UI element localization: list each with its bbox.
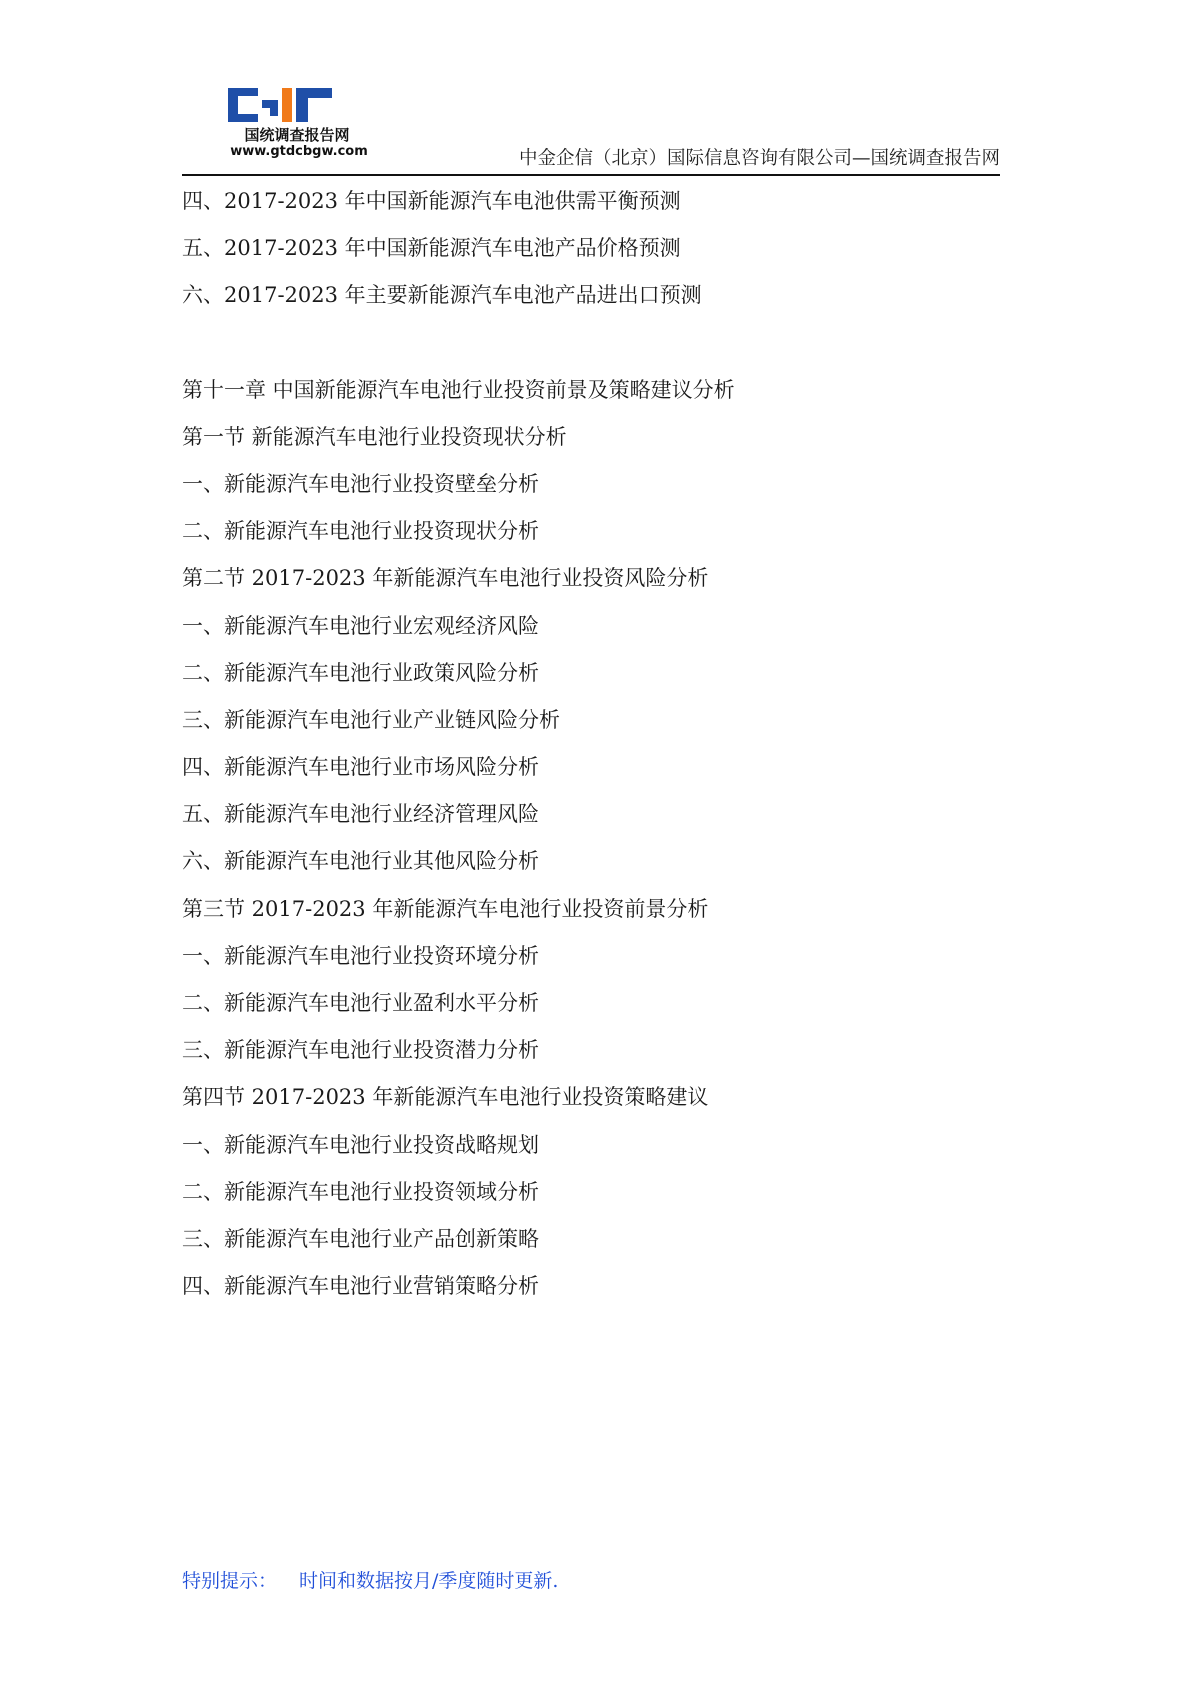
toc-item: 二、新能源汽车电池行业投资领域分析 <box>182 1179 539 1204</box>
toc-item: 一、新能源汽车电池行业投资战略规划 <box>182 1132 539 1157</box>
logo-chinese-name: 国统调查报告网 <box>244 126 350 144</box>
footer-notice <box>182 1566 558 1593</box>
toc-section-heading: 第一节 新能源汽车电池行业投资现状分析 <box>182 424 567 449</box>
footer-note: 时间和数据按月/季度随时更新. <box>299 1570 559 1592</box>
toc-item: 四、2017-2023 年中国新能源汽车电池供需平衡预测 <box>182 189 681 213</box>
toc-item: 二、新能源汽车电池行业盈利水平分析 <box>182 991 539 1015</box>
toc-item: 一、新能源汽车电池行业投资环境分析 <box>182 943 539 968</box>
toc-section-heading: 第三节 2017-2023 年新能源汽车电池行业投资前景分析 <box>182 896 709 921</box>
toc-item: 五、新能源汽车电池行业经济管理风险 <box>182 802 539 827</box>
page-header <box>182 82 1000 176</box>
table-of-contents <box>182 183 1002 1315</box>
toc-item: 一、新能源汽车电池行业宏观经济风险 <box>182 613 539 638</box>
toc-section-heading: 第二节 2017-2023 年新能源汽车电池行业投资风险分析 <box>182 566 709 591</box>
toc-chapter-heading: 第十一章 中国新能源汽车电池行业投资前景及策略建议分析 <box>182 377 735 402</box>
toc-item: 六、新能源汽车电池行业其他风险分析 <box>182 849 539 874</box>
toc-section-heading: 第四节 2017-2023 年新能源汽车电池行业投资策略建议 <box>182 1085 709 1110</box>
gir-logo-mark-icon <box>226 86 338 124</box>
company-name: 中金企信（北京）国际信息咨询有限公司—国统调查报告网 <box>518 148 1000 169</box>
toc-item: 三、新能源汽车电池行业投资潜力分析 <box>182 1038 539 1063</box>
toc-item: 四、新能源汽车电池行业市场风险分析 <box>182 755 539 780</box>
toc-item: 二、新能源汽车电池行业政策风险分析 <box>182 660 539 685</box>
toc-item: 五、2017-2023 年中国新能源汽车电池产品价格预测 <box>182 236 681 261</box>
footer-label: 特别提示： <box>182 1570 278 1592</box>
toc-item: 一、新能源汽车电池行业投资壁垒分析 <box>182 471 539 496</box>
gir-logo <box>222 82 382 162</box>
logo-website-url: www.gtdcbgw.com <box>230 144 368 159</box>
toc-item: 六、2017-2023 年主要新能源汽车电池产品进出口预测 <box>182 283 702 308</box>
toc-item: 三、新能源汽车电池行业产品创新策略 <box>182 1226 539 1251</box>
toc-item: 三、新能源汽车电池行业产业链风险分析 <box>182 707 560 732</box>
toc-item: 二、新能源汽车电池行业投资现状分析 <box>182 519 539 544</box>
toc-item: 四、新能源汽车电池行业营销策略分析 <box>182 1274 539 1299</box>
